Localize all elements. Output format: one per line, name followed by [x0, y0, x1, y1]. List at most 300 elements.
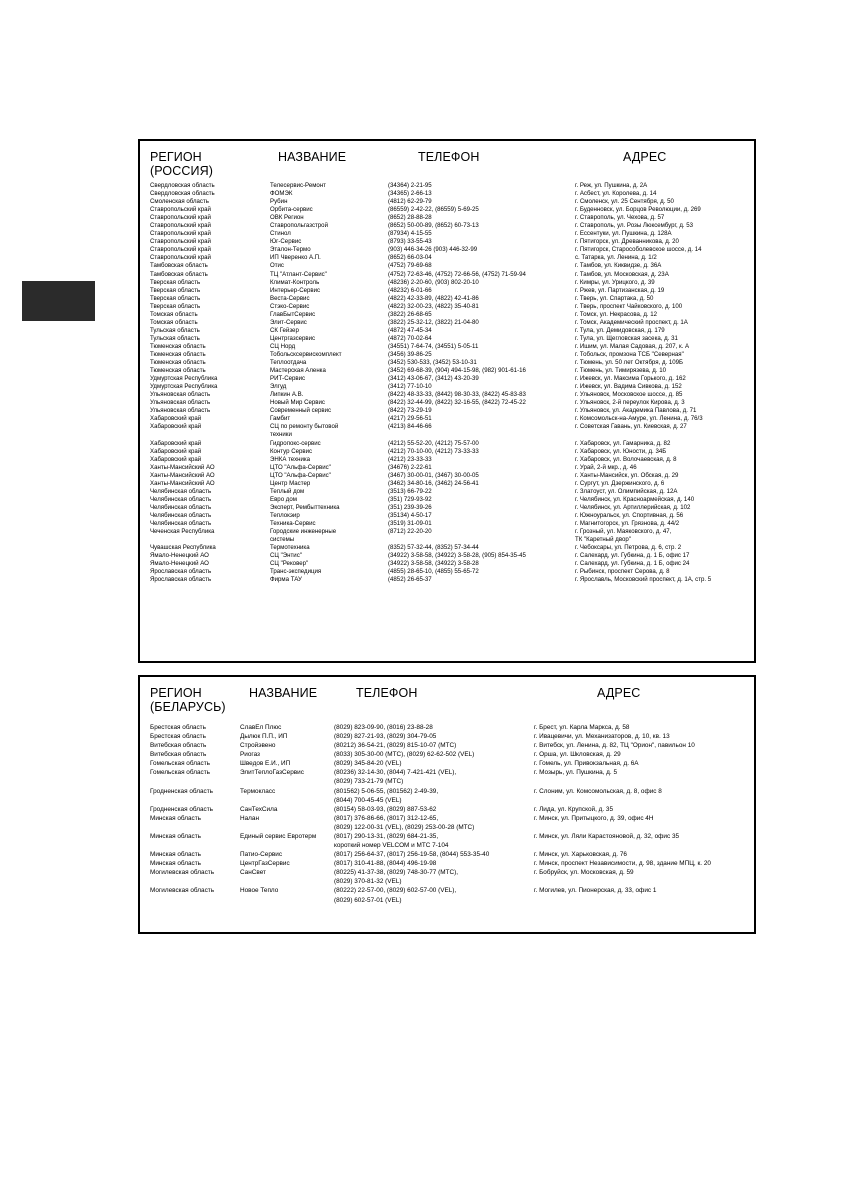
- region-cell: Челябинская область: [150, 495, 212, 503]
- table-row: [150, 262, 748, 270]
- phone-cell: (80225) 41-37-38, (8029) 748-30-77 (МТС), (8029) 370-81-32 (VEL): [334, 869, 458, 886]
- phone-cell: (3452) 69-68-39, (904) 494-15-98, (982) 901-61-16: [388, 367, 526, 375]
- phone-cell: (4822) 42-33-89, (4822) 42-41-86: [388, 294, 479, 302]
- phone-cell: (87934) 4-15-55: [388, 230, 432, 238]
- table-row: [150, 723, 748, 732]
- address-cell: г. Южноуральск, ул. Спортивная, д. 56: [575, 511, 684, 519]
- address-cell: г. Чебоксары, ул. Петрова, д. 6, стр. 2: [575, 544, 682, 552]
- region-cell: Удмуртская Республика: [150, 383, 218, 391]
- region-cell: Хабаровский край: [150, 439, 202, 447]
- table-row: [150, 351, 748, 359]
- header-phone: ТЕЛЕФОН: [356, 686, 418, 700]
- region-cell: Витебская область: [150, 742, 207, 750]
- region-cell: Гомельская область: [150, 760, 210, 768]
- region-cell: Томская область: [150, 318, 198, 326]
- table-row: [150, 552, 748, 560]
- phone-cell: (4855) 28-65-10, (4855) 55-65-72: [388, 568, 479, 576]
- region-cell: Смоленская область: [150, 198, 209, 206]
- table-row: [150, 303, 748, 311]
- address-cell: г. Брест, ул. Карла Маркса, д. 58: [534, 724, 630, 731]
- address-cell: г. Минск, ул. Ляли Карастояновой, д. 32, офис 35: [534, 832, 680, 840]
- russia-rows: [150, 182, 748, 584]
- name-cell: Центргазсервис: [270, 334, 316, 342]
- name-cell: СлавЕл Плюс: [240, 724, 282, 731]
- region-cell: Хабаровский край: [150, 423, 202, 431]
- table-row: [150, 787, 748, 805]
- name-cell: Ставропольгазстрой: [270, 222, 328, 230]
- address-cell: г. Тула, ул. Щегловская засека, д. 31: [575, 334, 678, 342]
- header-region: [150, 150, 213, 178]
- region-cell: Тюменская область: [150, 359, 206, 367]
- region-cell: Свердловская область: [150, 182, 215, 189]
- phone-cell: (34365) 2-66-13: [388, 190, 432, 198]
- phone-cell: (8712) 22-20-20: [388, 528, 432, 536]
- region-cell: Ульяновская область: [150, 407, 211, 415]
- name-cell: ОВК Регион: [270, 214, 304, 222]
- phone-cell: (34922) 3-58-58, (34922) 3-58-28, (905) 854-35-45: [388, 552, 526, 560]
- phone-cell: (80154) 58-03-93, (8029) 887-53-62: [334, 805, 437, 813]
- phone-cell: (3412) 43-06-67, (3412) 43-20-39: [388, 375, 479, 383]
- belarus-rows: [150, 723, 748, 905]
- region-cell: Тульская область: [150, 334, 200, 342]
- region-cell: Ставропольский край: [150, 222, 211, 230]
- table-row: [150, 859, 748, 868]
- region-cell: Ставропольский край: [150, 254, 211, 262]
- table-row: [150, 206, 748, 214]
- region-cell: Свердловская область: [150, 190, 215, 198]
- table-row: [150, 448, 748, 456]
- name-cell: СанСвет: [240, 869, 266, 877]
- phone-cell: (35134) 4-50-17: [388, 511, 432, 519]
- table-row: [150, 528, 748, 544]
- table-row: [150, 488, 748, 496]
- table-row: [150, 319, 748, 327]
- region-cell: Тверская область: [150, 286, 201, 294]
- phone-cell: (3513) 66-79-22: [388, 487, 432, 495]
- region-cell: Брестская область: [150, 733, 206, 741]
- phone-cell: (3452) 530-533, (3452) 53-10-31: [388, 359, 477, 367]
- address-cell: г. Советская Гавань, ул. Киевская, д. 27: [575, 423, 687, 431]
- table-row: [150, 295, 748, 303]
- phone-cell: (8017) 256-64-37, (8017) 256-19-58, (8044) 553-35-40: [334, 851, 490, 859]
- address-cell: г. Хабаровск, ул. Гамарника, д. 82: [575, 439, 671, 447]
- header-phone: ТЕЛЕФОН: [418, 150, 480, 164]
- region-cell: Ульяновская область: [150, 391, 211, 399]
- address-cell: г. Ессентуки, ул. Пушкина, д. 128А: [575, 230, 672, 238]
- region-cell: Минская область: [150, 814, 202, 822]
- name-cell: Новый Мир Сервис: [270, 399, 325, 407]
- phone-cell: (8422) 48-33-33, (8442) 98-30-33, (8422) 45-83-83: [388, 391, 526, 399]
- name-cell: РИТ-Сервис: [270, 375, 306, 383]
- table-row: [150, 560, 748, 568]
- name-cell: СЦ по ремонту бытовой техники: [270, 423, 339, 439]
- russia-service-table: [138, 139, 756, 663]
- address-cell: г. Тула, ул. Демидовская, д. 179: [575, 326, 665, 334]
- phone-cell: (8017) 376-86-66, (8017) 312-12-65, (8029) 122-00-31 (VEL), (8029) 253-00-28 (МТС): [334, 814, 475, 831]
- name-cell: ЭлитТеплоГазСервис: [240, 769, 304, 777]
- table-row: [150, 367, 748, 375]
- table-row: [150, 832, 748, 850]
- address-cell: г. Рыбинск, проспект Серова, д. 8: [575, 568, 670, 576]
- region-cell: Тверская область: [150, 302, 201, 310]
- region-cell: Ставропольский край: [150, 238, 211, 246]
- belarus-service-table: [138, 675, 756, 934]
- region-cell: Ульяновская область: [150, 399, 211, 407]
- table-row: [150, 759, 748, 768]
- header-region-label: РЕГИОН: [150, 150, 202, 164]
- table-row: [150, 375, 748, 383]
- region-cell: Ярославская область: [150, 568, 212, 576]
- address-cell: г. Ульяновск, 2-й переулок Кирова, д. 3: [575, 399, 685, 407]
- address-cell: г. Лида, ул. Крупской, д. 35: [534, 805, 614, 813]
- region-cell: Ямало-Ненецкий АО: [150, 560, 209, 568]
- name-cell: Веста-Сервис: [270, 294, 310, 302]
- name-cell: ЦТО "Альфа-Сервис": [270, 471, 331, 479]
- name-cell: Гидропокс-сервис: [270, 439, 321, 447]
- address-cell: г. Челябинск, ул. Артиллерийская, д. 102: [575, 503, 691, 511]
- name-cell: ЭНКА техника: [270, 455, 311, 463]
- address-cell: с. Татарка, ул. Ленина, д. 1/2: [575, 254, 657, 262]
- address-cell: г. Тверь, ул. Спартака, д. 50: [575, 294, 654, 302]
- phone-cell: (351) 239-39-26: [388, 503, 432, 511]
- table-row: [150, 391, 748, 399]
- table-row: [150, 504, 748, 512]
- table-row: [150, 886, 748, 904]
- name-cell: СанТехСила: [240, 805, 278, 813]
- name-cell: Теплоотдача: [270, 359, 307, 367]
- region-cell: Могилевская область: [150, 869, 215, 877]
- address-cell: г. Тюмень, ул. Тимирязева, д. 10: [575, 367, 667, 375]
- phone-cell: (4872) 47-45-34: [388, 326, 432, 334]
- phone-cell: (8793) 33-55-43: [388, 238, 432, 246]
- address-cell: г. Минск, ул. Притыцкого, д. 39, офис 4Н: [534, 814, 654, 822]
- region-cell: Челябинская область: [150, 511, 212, 519]
- region-cell: Ханты-Мансийский АО: [150, 463, 215, 471]
- table-row: [150, 750, 748, 759]
- phone-cell: (4213) 84-46-66: [388, 423, 432, 431]
- phone-cell: (34551) 7-64-74, (34551) 5-05-11: [388, 342, 479, 350]
- phone-cell: (80222) 22-57-00, (8029) 602-57-00 (VEL), (8029) 602-57-01 (VEL): [334, 887, 457, 904]
- table-row: [150, 287, 748, 295]
- name-cell: Современный сервис: [270, 407, 332, 415]
- region-cell: Челябинская область: [150, 487, 212, 495]
- region-cell: Тюменская область: [150, 342, 206, 350]
- region-cell: Минская область: [150, 832, 202, 840]
- table-row: [150, 768, 748, 786]
- side-tab-marker: [22, 281, 95, 321]
- name-cell: ФОМЭК: [270, 190, 293, 198]
- region-cell: Витебская область: [150, 751, 207, 759]
- name-cell: Юг-Сервис: [270, 238, 302, 246]
- phone-cell: (80236) 32-14-30, (8044) 7-421-421 (VEL), (8029) 733-21-79 (МТС): [334, 769, 457, 786]
- region-cell: Ставропольский край: [150, 214, 211, 222]
- name-cell: Телесервис-Ремонт: [270, 182, 326, 189]
- region-cell: Ставропольский край: [150, 230, 211, 238]
- address-cell: г. Тверь, проспект Чайковского, д. 100: [575, 302, 683, 310]
- name-cell: Единый сервис Евротерм: [240, 832, 317, 840]
- region-cell: Удмуртская Республика: [150, 375, 218, 383]
- table-row: [150, 512, 748, 520]
- phone-cell: (3822) 26-68-65: [388, 310, 432, 318]
- name-cell: СЦ "Энтис": [270, 552, 302, 560]
- phone-cell: (903) 446-34-26 (903) 446-32-99: [388, 246, 478, 254]
- address-cell: г. Ульяновск, Московское шоссе, д. 85: [575, 391, 683, 399]
- table-row: [150, 496, 748, 504]
- name-cell: Фирма ТАУ: [270, 576, 302, 584]
- name-cell: Гамбит: [270, 415, 291, 423]
- name-cell: Эксперт, Рембыттехника: [270, 503, 340, 511]
- region-cell: Томская область: [150, 310, 198, 318]
- table-row: [150, 868, 748, 886]
- region-cell: Ханты-Мансийский АО: [150, 471, 215, 479]
- phone-cell: (3456) 39-86-25: [388, 350, 432, 358]
- region-cell: Ханты-Мансийский АО: [150, 479, 215, 487]
- table-row: [150, 335, 748, 343]
- name-cell: Контур Сервис: [270, 447, 313, 455]
- phone-cell: (34676) 2-22-61: [388, 463, 432, 471]
- name-cell: Липкин А.В.: [270, 391, 304, 399]
- region-cell: Чувашская Республика: [150, 544, 216, 552]
- table-row: [150, 222, 748, 230]
- name-cell: ГлавБытСервис: [270, 310, 316, 318]
- name-cell: Климат-Контроль: [270, 278, 320, 286]
- phone-cell: (4822) 32-00-23, (4822) 35-40-81: [388, 302, 479, 310]
- region-cell: Тамбовская область: [150, 270, 208, 278]
- phone-cell: (3822) 25-32-12, (3822) 21-04-80: [388, 318, 479, 326]
- region-cell: Ярославская область: [150, 576, 212, 584]
- phone-cell: (3412) 77-10-10: [388, 383, 432, 391]
- table-row: [150, 399, 748, 407]
- name-cell: Новое Тепло: [240, 887, 279, 895]
- table-row: [150, 520, 748, 528]
- address-cell: г. Асбест, ул. Королева, д. 14: [575, 190, 657, 198]
- region-cell: Гомельская область: [150, 769, 210, 777]
- name-cell: СК Гейзер: [270, 326, 299, 334]
- table-row: [150, 805, 748, 814]
- name-cell: Интерьер-Сервис: [270, 286, 321, 294]
- phone-cell: (8652) 50-00-89, (8652) 60-73-13: [388, 222, 479, 230]
- region-cell: Минская область: [150, 851, 202, 859]
- phone-cell: (8652) 28-88-28: [388, 214, 432, 222]
- table-row: [150, 415, 748, 423]
- phone-cell: (8017) 290-13-31, (8029) 684-21-35, короткий номер VELCOM и МТС 7-104: [334, 832, 449, 850]
- name-cell: Стройэвено: [240, 742, 276, 750]
- name-cell: Элгуд: [270, 383, 287, 391]
- address-cell: г. Тюмень, ул. 50 лет Октября, д. 109Б: [575, 359, 684, 367]
- phone-cell: (8033) 305-30-00 (МТС), (8029) 62-62-502 (VEL): [334, 751, 475, 759]
- table-row: [150, 238, 748, 246]
- table-row: [150, 359, 748, 367]
- address-cell: г. Мозырь, ул. Пушкина, д. 5: [534, 769, 618, 777]
- table-row: [150, 190, 748, 198]
- address-cell: г. Ржев, ул. Партизанская, д. 19: [575, 286, 665, 294]
- name-cell: Эталон-Термо: [270, 246, 311, 254]
- phone-cell: (80212) 36-54-21, (8029) 815-10-07 (МТС): [334, 742, 457, 750]
- table-row: [150, 456, 748, 464]
- region-cell: Хабаровский край: [150, 415, 202, 423]
- name-cell: Шведов Е.И., ИП: [240, 760, 291, 768]
- header-region: [150, 686, 226, 714]
- table-row: [150, 576, 748, 584]
- table-row: [150, 741, 748, 750]
- table-row: [150, 568, 748, 576]
- address-cell: г. Тобольск, промзона ТСБ "Северная": [575, 350, 684, 358]
- header-region-sub: (БЕЛАРУСЬ): [150, 700, 226, 714]
- table-row: [150, 230, 748, 238]
- name-cell: Центр Мастер: [270, 479, 311, 487]
- region-cell: Челябинская область: [150, 503, 212, 511]
- table-row: [150, 254, 748, 262]
- name-cell: Теплокэир: [270, 511, 300, 519]
- name-cell: Налан: [240, 814, 259, 822]
- address-cell: г. Златоуст, ул. Олимпийская, д. 12А: [575, 487, 678, 495]
- table-row: [150, 464, 748, 472]
- phone-cell: (4212) 55-52-20, (4212) 75-57-00: [388, 439, 479, 447]
- phone-cell: (8422) 32-44-99, (8422) 32-16-55, (8422) 72-45-22: [388, 399, 526, 407]
- region-cell: Ставропольский край: [150, 246, 211, 254]
- header-name: НАЗВАНИЕ: [278, 150, 347, 164]
- name-cell: Теплый дом: [270, 487, 305, 495]
- table-row: [150, 271, 748, 279]
- phone-cell: (351) 729-93-92: [388, 495, 432, 503]
- phone-cell: (86559) 2-42-22, (86559) 5-69-25: [388, 206, 479, 214]
- phone-cell: (34922) 3-58-58, (34922) 3-58-28: [388, 560, 479, 568]
- address-cell: г. Кимры, ул. Урицкого, д. 39: [575, 278, 655, 286]
- table-row: [150, 480, 748, 488]
- address-cell: г. Минск, ул. Харьковская, д. 76: [534, 851, 627, 859]
- phone-cell: (4212) 23-33-33: [388, 455, 432, 463]
- name-cell: Термотехника: [270, 544, 310, 552]
- address-cell: г. Грозный, ул. Маяковского, д. 47, ТК "Каретный двор": [575, 528, 672, 544]
- address-cell: г. Буденновск, ул. Борцов Революции, д. 269: [575, 206, 701, 214]
- region-cell: Чеченская Республика: [150, 528, 215, 536]
- region-cell: Тамбовская область: [150, 262, 208, 270]
- address-cell: г. Гомель, ул. Привокзальная, д. 6А: [534, 760, 639, 768]
- table-row: [150, 440, 748, 448]
- phone-cell: (8422) 73-29-19: [388, 407, 432, 415]
- address-cell: г. Салехард, ул. Губкина, д. 1 Б, офис 17: [575, 552, 690, 560]
- phone-cell: (801562) 5-06-55, (801562) 2-49-39, (8044) 700-45-45 (VEL): [334, 787, 439, 804]
- name-cell: Риогаз: [240, 751, 260, 759]
- address-cell: г. Ставрополь, ул. Розы Люксембург, д. 53: [575, 222, 694, 230]
- phone-cell: (4212) 70-10-00, (4212) 73-33-33: [388, 447, 479, 455]
- name-cell: Транс-экспедиция: [270, 568, 322, 576]
- region-cell: Ставропольский край: [150, 206, 211, 214]
- table-row: [150, 214, 748, 222]
- phone-cell: (48236) 2-20-60, (903) 802-20-10: [388, 278, 479, 286]
- name-cell: Патио-Сервис: [240, 851, 283, 859]
- region-cell: Тверская область: [150, 294, 201, 302]
- phone-cell: (4852) 26-65-37: [388, 576, 432, 584]
- table-row: [150, 246, 748, 254]
- phone-cell: (3462) 34-80-16, (3462) 24-56-41: [388, 479, 479, 487]
- table-row: [150, 311, 748, 319]
- phone-cell: (3519) 31-09-01: [388, 519, 432, 527]
- address-cell: г. Ярославль, Московский проспект, д. 1А, стр. 5: [575, 576, 712, 584]
- table-row: [150, 279, 748, 287]
- region-cell: Тверская область: [150, 278, 201, 286]
- address-cell: г. Магнитогорск, ул. Грязнова, д. 44/2: [575, 519, 680, 527]
- table-row: [150, 343, 748, 351]
- address-cell: г. Сургут, ул. Дзержинского, д. 6: [575, 479, 665, 487]
- region-cell: Могилевская область: [150, 887, 215, 895]
- phone-cell: (8029) 823-09-90, (8016) 23-88-28: [334, 724, 433, 731]
- address-cell: г. Пятигорск, Старособолевское шоссе, д. 14: [575, 246, 702, 254]
- address-cell: г. Комсомольск-на-Амуре, ул. Ленина, д. 76/3: [575, 415, 703, 423]
- address-cell: г. Ишим, ул. Малая Садовая, д. 207, к. А: [575, 342, 690, 350]
- header-name: НАЗВАНИЕ: [249, 686, 318, 700]
- address-cell: г. Ивацевичи, ул. Механизаторов, д. 10, кв. 13: [534, 733, 670, 741]
- name-cell: ЦТО "Альфа-Сервис": [270, 463, 331, 471]
- table-row: [150, 423, 748, 439]
- name-cell: ИП Чверенко А.П.: [270, 254, 321, 262]
- name-cell: ТЦ "Атлант-Сервис": [270, 270, 327, 278]
- address-cell: г. Орша, ул. Шкловская, д. 29: [534, 751, 621, 759]
- address-cell: г. Слоним, ул. Комсомольская, д. 8, офис 8: [534, 787, 662, 795]
- region-cell: Тюменская область: [150, 350, 206, 358]
- header-address: АДРЕС: [597, 686, 641, 700]
- phone-cell: (48232) 6-01-66: [388, 286, 432, 294]
- table-row: [150, 407, 748, 415]
- phone-cell: (3467) 30-00-01, (3467) 30-00-05: [388, 471, 479, 479]
- address-cell: г. Хабаровск, ул. Волочаевская, д. 8: [575, 455, 677, 463]
- name-cell: Евро дом: [270, 495, 297, 503]
- name-cell: Элит-Сервис: [270, 318, 307, 326]
- address-cell: г. Ставрополь, ул. Чехова, д. 57: [575, 214, 665, 222]
- region-cell: Тюменская область: [150, 367, 206, 375]
- header-region-label: РЕГИОН: [150, 686, 202, 700]
- name-cell: Мастерская Аленка: [270, 367, 326, 375]
- name-cell: Стинол: [270, 230, 291, 238]
- address-cell: г. Бобруйск, ул. Московская, д. 59: [534, 869, 634, 877]
- address-cell: г. Урай, 2-й мкр., д. 46: [575, 463, 637, 471]
- table-row: [150, 383, 748, 391]
- name-cell: Рубин: [270, 198, 288, 206]
- address-cell: г. Пятигорск, ул. Древанникова, д. 20: [575, 238, 679, 246]
- name-cell: Отис: [270, 262, 284, 270]
- name-cell: Техника-Сервис: [270, 519, 316, 527]
- address-cell: г. Минск, проспект Независимости, д. 98, здание МПЦ, к. 20: [534, 860, 711, 868]
- table-row: [150, 732, 748, 741]
- region-cell: Гродненская область: [150, 787, 213, 795]
- table-row: [150, 182, 748, 190]
- region-cell: Минская область: [150, 860, 202, 868]
- address-cell: г. Ульяновск, ул. Академика Павлова, д. 71: [575, 407, 697, 415]
- name-cell: Тобольсксервискомплект: [270, 350, 342, 358]
- address-cell: г. Салехард, ул. Губкина, д. 1 Б, офис 24: [575, 560, 690, 568]
- address-cell: г. Тамбов, ул. Киквидзе, д. 36А: [575, 262, 662, 270]
- address-cell: г. Хабаровск, ул. Юности, д. 34Б: [575, 447, 667, 455]
- address-cell: г. Витебск, ул. Ленина, д. 82, ТЦ "Орион", павильон 10: [534, 742, 695, 750]
- table-row: [150, 327, 748, 335]
- region-cell: Тульская область: [150, 326, 200, 334]
- phone-cell: (4752) 79-69-68: [388, 262, 432, 270]
- name-cell: СЦ Норд: [270, 342, 296, 350]
- address-cell: г. Ижевск, ул. Вадима Сивкова, д. 152: [575, 383, 682, 391]
- region-cell: Челябинская область: [150, 519, 212, 527]
- address-cell: г. Томск, Академический проспект, д. 1А: [575, 318, 688, 326]
- region-cell: Брестская область: [150, 724, 206, 731]
- address-cell: г. Могилев, ул. Пионерская, д. 33, офис 1: [534, 887, 657, 895]
- phone-cell: (34364) 2-21-95: [388, 182, 432, 189]
- region-cell: Хабаровский край: [150, 455, 202, 463]
- address-cell: г. Челябинск, ул. Красноармейская, д. 140: [575, 495, 695, 503]
- phone-cell: (4872) 70-02-64: [388, 334, 432, 342]
- name-cell: СЦ "Рековер": [270, 560, 309, 568]
- name-cell: Стэко-Сервис: [270, 302, 310, 310]
- header-address: АДРЕС: [623, 150, 667, 164]
- address-cell: г. Ижевск, ул. Максима Горького, д. 162: [575, 375, 686, 383]
